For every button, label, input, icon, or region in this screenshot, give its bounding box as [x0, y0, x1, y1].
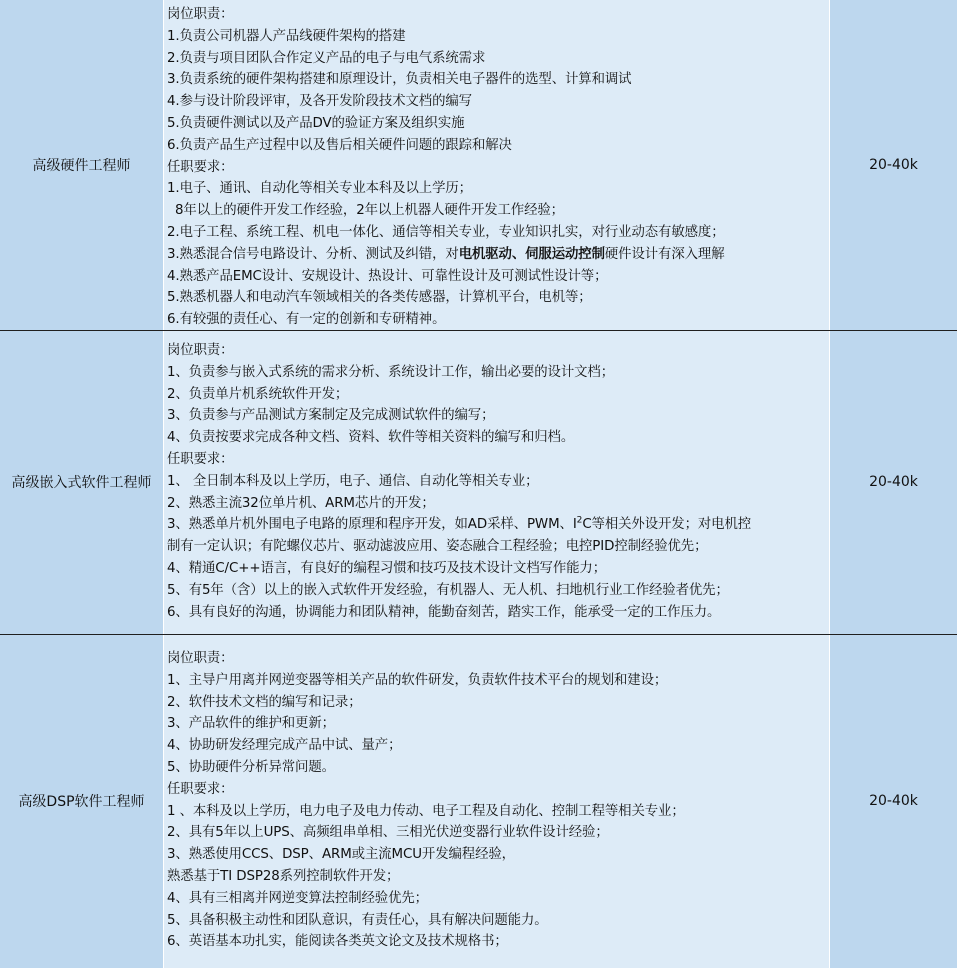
salary-cell	[830, 330, 957, 634]
duty-item: 6.负责产品生产过程中以及售后相关硬件问题的跟踪和解决	[167, 137, 512, 153]
requirement-item: 5、有5年（含）以上的嵌入式软件开发经验，有机器人、无人机、扫地机行业工作经验者优先；	[167, 582, 729, 598]
requirement-item: 制有一定认识；有陀螺仪芯片、驱动滤波应用、姿态融合工程经验；电控PID控制经验优先；	[167, 539, 708, 555]
duty-item: 2、负责单片机系统软件开发；	[167, 386, 349, 402]
requirements-heading: 任职要求：	[167, 781, 234, 797]
row-divider	[0, 330, 957, 331]
salary-range: 20-40k	[869, 793, 918, 809]
duty-item: 3、产品软件的维护和更新；	[167, 716, 335, 732]
requirement-item: 4、具有三相离并网逆变算法控制经验优先；	[167, 890, 428, 906]
job-description-cell	[164, 330, 830, 634]
requirement-item	[167, 244, 829, 266]
duty-item: 5、协助硬件分析异常问题。	[167, 759, 335, 775]
requirement-text: 3、熟悉单片机外围电子电路的原理和程序开发，如AD采样、PWM、I	[167, 517, 577, 533]
duty-item: 2、软件技术文档的编写和记录；	[167, 694, 362, 710]
requirement-item: 1、 全日制本科及以上学历，电子、通信、自动化等相关专业；	[167, 473, 539, 489]
duty-item: 3、负责参与产品测试方案制定及完成测试软件的编写；	[167, 408, 495, 424]
salary-cell	[830, 0, 957, 330]
requirement-emphasis: 电机驱动、伺服运动控制	[458, 246, 605, 262]
requirement-text: C等相关外设开发；对电机控	[582, 517, 752, 533]
requirement-item: 8年以上的硬件开发工作经验，2年以上机器人硬件开发工作经验；	[175, 203, 564, 219]
job-title-cell	[0, 634, 164, 968]
duty-item: 4.参与设计阶段评审，及各开发阶段技术文档的编写	[167, 94, 472, 110]
requirement-item: 熟悉基于TI DSP28系列控制软件开发；	[167, 868, 400, 884]
duties-heading: 岗位职责：	[167, 7, 234, 22]
requirements-heading: 任职要求：	[167, 451, 234, 467]
requirement-item: 6.有较强的责任心、有一定的创新和专研精神。	[167, 312, 446, 328]
job-description-cell	[164, 634, 830, 968]
requirement-item: 2.电子工程、系统工程、机电一体化、通信等相关专业，专业知识扎实，对行业动态有敏感度；	[167, 224, 725, 240]
requirement-item: 5、具备积极主动性和团队意识，有责任心，具有解决问题能力。	[167, 912, 548, 928]
duty-item: 1、主导户用离并网逆变器等相关产品的软件研发，负责软件技术平台的规划和建设；	[167, 672, 668, 688]
requirement-item: 3、熟悉使用CCS、DSP、ARM或主流MCU开发编程经验，	[167, 847, 515, 863]
duty-item: 4、负责按要求完成各种文档、资料、软件等相关资料的编写和归档。	[167, 430, 575, 446]
duty-item: 4、协助研发经理完成产品中试、量产；	[167, 738, 402, 754]
requirement-text: 3.熟悉混合信号电路设计、分析、测试及纠错，对	[167, 246, 459, 262]
requirement-item: 4、精通C/C++语言，有良好的编程习惯和技巧及技术设计文档写作能力；	[167, 560, 606, 576]
salary-cell	[830, 634, 957, 968]
duty-item: 1、负责参与嵌入式系统的需求分析、系统设计工作，输出必要的设计文档；	[167, 364, 615, 380]
duty-item: 5.负责硬件测试以及产品DV的验证方案及组织实施	[167, 115, 465, 131]
job-title-cell	[0, 0, 164, 330]
requirement-item: 2、具有5年以上UPS、高频组串单相、三相光伏逆变器行业软件设计经验；	[167, 825, 609, 841]
job-title: 高级硬件工程师	[32, 158, 131, 174]
job-title: 高级DSP软件工程师	[18, 794, 145, 810]
duty-item: 2.负责与项目团队合作定义产品的电子与电气系统需求	[167, 50, 486, 66]
requirement-item	[167, 514, 829, 536]
duty-item: 1.负责公司机器人产品线硬件架构的搭建	[167, 28, 406, 44]
requirement-item: 2、熟悉主流32位单片机、ARM芯片的开发；	[167, 495, 435, 511]
requirements-heading: 任职要求：	[167, 159, 234, 175]
requirement-item: 1 、本科及以上学历，电力电子及电力传动、电子工程及自动化、控制工程等相关专业；	[167, 803, 685, 819]
duties-heading: 岗位职责：	[167, 343, 234, 358]
job-title: 高级嵌入式软件工程师	[11, 475, 152, 491]
job-title-cell	[0, 330, 164, 634]
requirement-item: 5.熟悉机器人和电动汽车领域相关的各类传感器，计算机平台，电机等；	[167, 290, 592, 306]
row-divider	[0, 634, 957, 635]
salary-range: 20-40k	[869, 474, 918, 490]
duty-item: 3.负责系统的硬件架构搭建和原理设计，负责相关电子器件的选型、计算和调试	[167, 72, 632, 88]
requirement-item: 6、英语基本功扎实，能阅读各类英文论文及技术规格书；	[167, 934, 508, 950]
job-description-cell	[164, 0, 830, 330]
requirement-item: 4.熟悉产品EMC设计、安规设计、热设计、可靠性设计及可测试性设计等；	[167, 268, 608, 284]
superscript: 2	[576, 515, 583, 526]
requirement-text: 硬件设计有深入理解	[604, 246, 725, 262]
requirement-item: 1.电子、通讯、自动化等相关专业本科及以上学历；	[167, 181, 472, 197]
salary-range: 20-40k	[869, 157, 918, 173]
requirement-item: 6、具有良好的沟通，协调能力和团队精神，能勤奋刻苦，踏实工作，能承受一定的工作压力。	[167, 604, 721, 620]
duties-heading: 岗位职责：	[167, 651, 234, 666]
